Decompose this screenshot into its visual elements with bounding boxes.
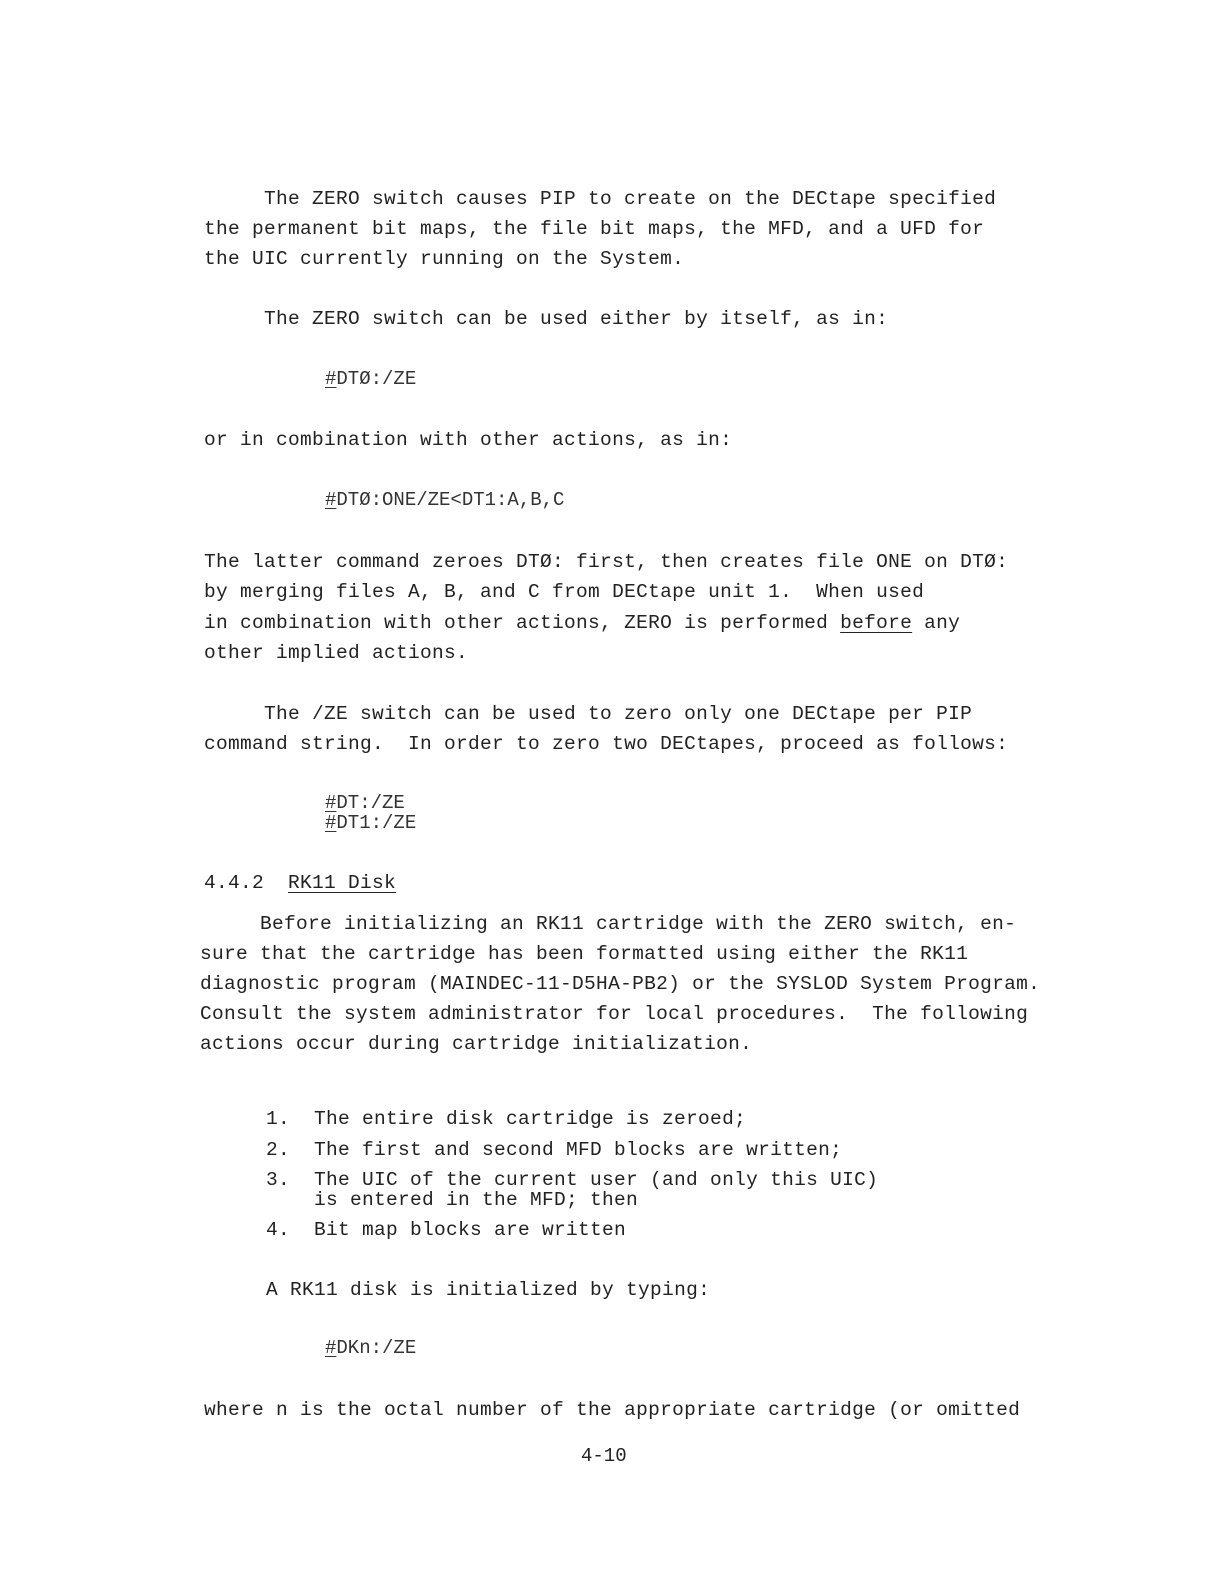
prompt-symbol: # (325, 792, 337, 814)
paragraph-line: other implied actions. (204, 642, 469, 664)
list-text: The first and second MFD blocks are written; (314, 1139, 843, 1161)
paragraph-line: by merging files A, B, and C from DECtape unit 1. When used (204, 581, 925, 603)
paragraph-line (204, 611, 960, 635)
command-text: DT1:/ZE (336, 812, 417, 834)
section-number: 4.4.2 (204, 872, 265, 894)
paragraph-text: in combination with other actions, ZERO is performed (204, 612, 841, 634)
list-number: 2. (266, 1139, 291, 1161)
paragraph-line: the permanent bit maps, the file bit maps, the MFD, and a UFD for (204, 218, 985, 240)
paragraph-line: the UIC currently running on the System. (204, 248, 685, 270)
list-item (266, 1107, 746, 1131)
emphasis-before: before (840, 612, 913, 634)
command-example (325, 812, 416, 834)
section-title: RK11 Disk (288, 872, 397, 894)
list-item (266, 1218, 626, 1242)
prompt-symbol: # (325, 489, 337, 511)
list-item (266, 1138, 842, 1162)
list-text: Bit map blocks are written (314, 1219, 627, 1241)
command-example (325, 368, 416, 390)
paragraph-line: The ZERO switch causes PIP to create on the DECtape specified (264, 188, 997, 210)
prompt-symbol: # (325, 368, 337, 390)
command-text: DTØ:ONE/ZE<DT1:A,B,C (336, 489, 565, 511)
paragraph-line: or in combination with other actions, as in: (204, 429, 733, 451)
list-text: The UIC of the current user (and only this UIC) (314, 1169, 879, 1191)
list-text: The entire disk cartridge is zeroed; (314, 1108, 747, 1130)
paragraph-line: actions occur during cartridge initialization. (200, 1033, 753, 1055)
command-text: DT:/ZE (336, 792, 405, 814)
list-number: 3. (266, 1169, 291, 1191)
paragraph-line: where n is the octal number of the appropriate cartridge (or omitted (204, 1399, 1021, 1421)
paragraph-line: The /ZE switch can be used to zero only one DECtape per PIP (264, 703, 973, 725)
paragraph-line: Before initializing an RK11 cartridge with the ZERO switch, en- (260, 913, 1017, 935)
command-example (325, 489, 564, 511)
prompt-symbol: # (325, 812, 337, 834)
paragraph-line: sure that the cartridge has been formatted using either the RK11 (200, 943, 969, 965)
paragraph-line: command string. In order to zero two DECtapes, proceed as follows: (204, 733, 1009, 755)
paragraph-line: diagnostic program (MAINDEC-11-D5HA-PB2) or the SYSLOD System Program. (200, 973, 1041, 995)
page-number: 4-10 (581, 1445, 627, 1467)
command-example (325, 1337, 416, 1359)
paragraph-line: Consult the system administrator for local procedures. The following (200, 1003, 1029, 1025)
list-number: 1. (266, 1108, 291, 1130)
paragraph-line: The ZERO switch can be used either by itself, as in: (264, 308, 889, 330)
paragraph-line: The latter command zeroes DTØ: first, then creates file ONE on DTØ: (204, 551, 1009, 573)
list-number: 4. (266, 1219, 291, 1241)
command-example (325, 792, 405, 814)
paragraph-line: A RK11 disk is initialized by typing: (266, 1279, 711, 1301)
command-text: DKn:/ZE (336, 1337, 417, 1359)
command-text: DTØ:/ZE (336, 368, 417, 390)
prompt-symbol: # (325, 1337, 337, 1359)
paragraph-text: any (912, 612, 961, 634)
list-item-continuation: is entered in the MFD; then (314, 1189, 639, 1211)
section-heading (204, 871, 396, 895)
